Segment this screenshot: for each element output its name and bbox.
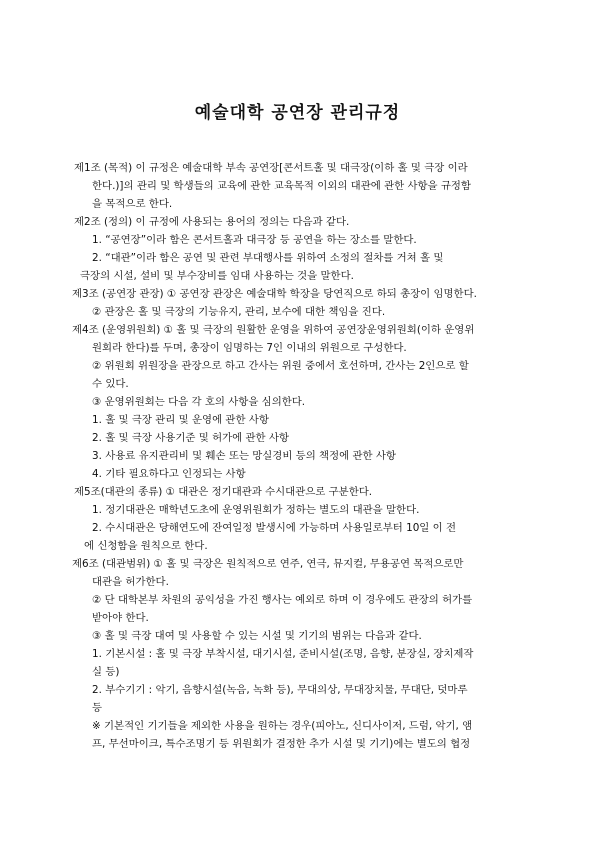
article-6-item-2: 2. 부수기기 : 악기, 음향시설(녹음, 녹화 등), 무대의상, 무대장치물, 무대단, 덧마루	[92, 684, 468, 696]
article-1-line-2: 한다.)]의 관리 및 학생들의 교육에 관한 교육목적 이외의 대관에 관한 사항을 규정함	[92, 180, 471, 192]
article-4-item-2: 2. 홀 및 극장 사용기준 및 허가에 관한 사항	[92, 432, 289, 444]
article-4-clause-2: ② 위원회 위원장을 관장으로 하고 간사는 위원 중에서 호선하며, 간사는 2인으로 할	[92, 360, 469, 372]
article-5-line-1: 제5조(대관의 종류) ① 대관은 정기대관과 수시대관으로 구분한다.	[74, 486, 373, 498]
article-6-line-2: 대관을 허가한다.	[92, 576, 169, 588]
article-5-item-2: 2. 수시대관은 당해연도에 잔여일정 발생시에 가능하며 사용일로부터 10일 이 전	[92, 522, 457, 534]
article-6-note: ※ 기본적인 기기들을 제외한 사용을 원하는 경우(피아노, 신디사이저, 드럼, 악기, 앰	[92, 720, 473, 732]
article-2-item-2: 2. “대관”이라 함은 공연 및 관련 부대행사를 위하여 소정의 절차를 거쳐 홀 및	[92, 252, 444, 264]
article-4-item-4: 4. 기타 필요하다고 인정되는 사항	[92, 468, 246, 480]
article-2-item-2-cont: 극장의 시설, 설비 및 부수장비를 임대 사용하는 것을 말한다.	[80, 270, 354, 282]
article-6-line-1: 제6조 (대관범위) ① 홀 및 극장은 원칙적으로 연주, 연극, 뮤지컬, 무용공연 목적으로만	[72, 558, 464, 570]
article-6-item-1-cont: 실 등)	[92, 666, 120, 678]
article-2-item-1: 1. “공연장”이라 함은 콘서트홀과 대극장 등 공연을 하는 장소를 말한다.	[92, 234, 417, 246]
document-title: 예술대학 공연장 관리규정	[194, 103, 401, 123]
article-6-item-1: 1. 기본시설 : 홀 및 극장 부착시설, 대기시설, 준비시설(조명, 음향, 분장실, 장치제작	[92, 648, 474, 660]
article-6-clause-3: ③ 홀 및 극장 대여 및 사용할 수 있는 시설 및 기기의 범위는 다음과 같다.	[92, 630, 422, 642]
article-3-clause-2: ② 관장은 홀 및 극장의 기능유지, 관리, 보수에 대한 책임을 진다.	[92, 306, 386, 318]
article-5-item-2-cont: 에 신청함을 원칙으로 한다.	[84, 540, 208, 552]
article-2-line-1: 제2조 (정의) 이 규정에 사용되는 용어의 정의는 다음과 같다.	[74, 216, 350, 228]
article-4-clause-2-cont: 수 있다.	[92, 378, 129, 390]
article-6-item-2-cont: 등	[92, 702, 103, 714]
article-4-clause-3: ③ 운영위원회는 다음 각 호의 사항을 심의한다.	[92, 396, 306, 408]
article-4-item-1: 1. 홀 및 극장 관리 및 운영에 관한 사항	[92, 414, 269, 426]
article-6-clause-2: ② 단 대학본부 차원의 공익성을 가진 행사는 예외로 하며 이 경우에도 관장의 허가를	[92, 594, 473, 606]
article-6-note-cont: 프, 무선마이크, 특수조명기 등 위원회가 결정한 추가 시설 및 기기)에는 별도의 협정	[92, 738, 471, 750]
article-6-clause-2-cont: 받아야 한다.	[92, 612, 149, 624]
article-4-line-2: 원회라 한다)를 두며, 총장이 임명하는 7인 이내의 위원으로 구성한다.	[92, 342, 407, 354]
article-3-line-1: 제3조 (공연장 관장) ① 공연장 관장은 예술대학 학장을 당연직으로 하되 총장이 임명한다.	[72, 288, 477, 300]
article-5-item-1: 1. 정기대관은 매학년도초에 운영위원회가 정하는 별도의 대관을 말한다.	[92, 504, 420, 516]
article-4-item-3: 3. 사용료 유지관리비 및 훼손 또는 망실경비 등의 책정에 관한 사항	[92, 450, 396, 462]
article-1-line-1: 제1조 (목적) 이 규정은 예술대학 부속 공연장[콘서트홀 및 대극장(이하 홀 및 극장 이라	[74, 162, 468, 174]
article-1-line-3: 을 목적으로 한다.	[92, 198, 173, 210]
article-4-line-1: 제4조 (운영위원회) ① 홀 및 극장의 원활한 운영을 위하여 공연장운영위원회(이하 운영위	[72, 324, 475, 336]
